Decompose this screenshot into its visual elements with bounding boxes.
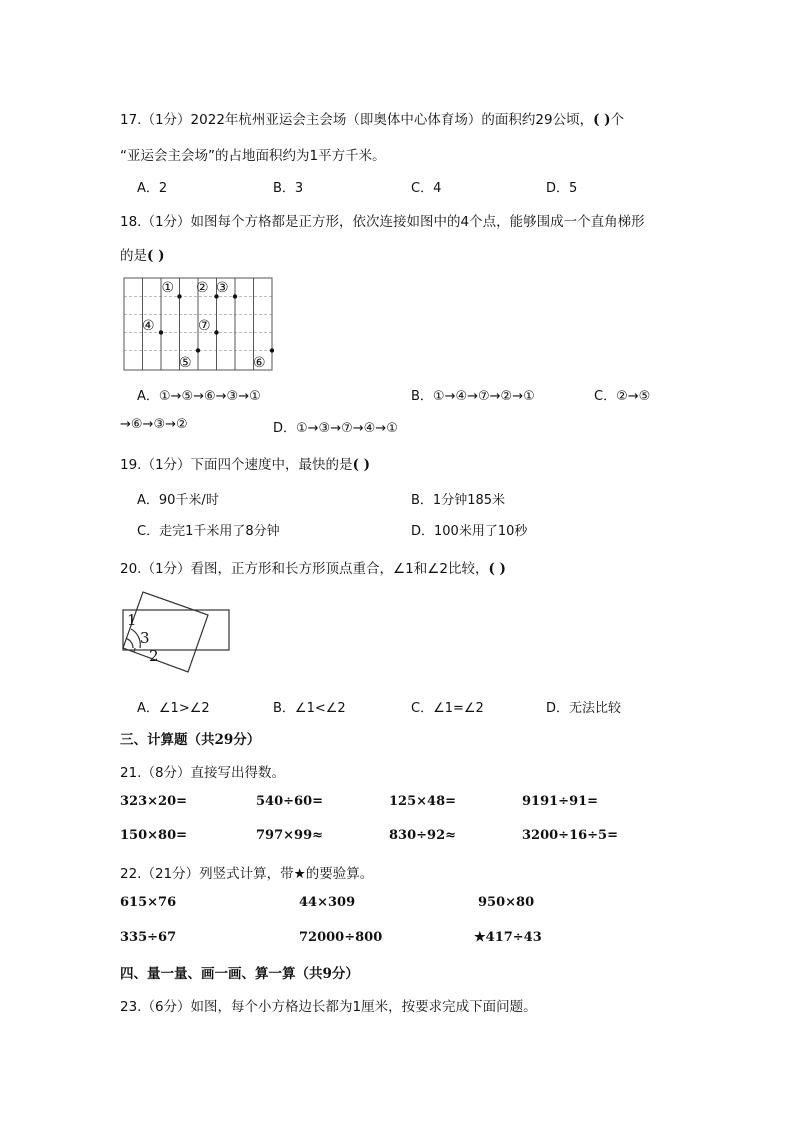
q22-expr-1: 615×76 [120,895,177,910]
q19-option-c: C．走完1千米用了8分钟 [137,524,280,539]
q20-option-d: D．无法比较 [546,701,622,716]
q21-expr-3: 125×48= [389,794,457,809]
q17-option-c: C．4 [411,181,442,196]
q22-line: 22.（21分）列竖式计算，带★的要验算。 [120,866,374,882]
point-label-1: ① [161,280,175,296]
grid-figure [122,276,274,372]
q17-line1 [120,108,624,128]
q20-option-b: B．∠1<∠2 [273,701,346,716]
q18-option-b: B．①→④→⑦→②→① [411,389,535,404]
q18-line1: 18.（1分）如图每个方格都是正方形，依次连接如图中的4个点，能够围成一个直角梯形 [120,214,645,230]
q21-expr-1: 323×20= [120,794,188,809]
q21-expr-4: 9191÷91= [522,794,599,809]
angle-labels [127,611,159,665]
q18-blank: ( ) [147,248,165,264]
q19-text: 19.（1分）下面四个速度中，最快的是 [120,457,353,473]
q19-option-a: A．90千米/时 [137,493,219,508]
q17-blank: ( ) [593,112,611,128]
q23-line: 23.（6分）如图，每个小方格边长都为1厘米，按要求完成下面问题。 [120,999,537,1015]
point-label-4: ④ [142,318,155,334]
angle-arc-1 [126,639,133,648]
q21-expr-2: 540÷60= [256,794,324,809]
q17-option-a: A．2 [137,181,168,196]
point-label-3: ③ [216,280,229,296]
q19-option-b: B．1分钟185米 [411,493,506,508]
angle-label-3: 3 [140,629,150,647]
point-label-2: ② [196,280,209,296]
q17-line2: “亚运会主会场”的占地面积约为1平方千米。 [120,148,386,164]
point-label-7: ⑦ [198,318,211,334]
q18-option-d: D．①→③→⑦→④→① [273,421,398,436]
q22-expr-6: ★417÷43 [474,930,542,945]
q19-option-d: D．100米用了10秒 [411,524,528,539]
q18-option-c-part2: →⑥→③→② [120,417,188,432]
q19-line [120,453,370,473]
angle-label-2: 2 [149,647,159,665]
angle-label-1: 1 [127,611,137,629]
q22-expr-4: 335÷67 [120,930,177,945]
q20-line [120,557,506,577]
q18-line2 [120,244,164,264]
q21-expr-8: 3200÷16÷5= [522,828,618,843]
q17-text: 17.（1分）2022年杭州亚运会主会场（即奥体中心体育场）的面积约29公顷， [120,112,594,128]
q20-option-a: A．∠1>∠2 [137,701,210,716]
q21-expr-7: 830÷92≈ [389,828,457,843]
q21-line: 21.（8分）直接写出得数。 [120,765,286,781]
section-4-title: 四、量一量、画一画、算一算（共9分） [120,966,359,982]
q20-text: 20.（1分）看图，正方形和长方形顶点重合，∠1和∠2比较， [120,561,489,577]
q19-blank: ( ) [352,457,371,473]
q17-option-b: B．3 [273,181,304,196]
q17-tail: 个 [610,112,625,128]
q18-text2: 的是 [120,248,147,264]
q20-option-c: C．∠1=∠2 [411,701,484,716]
point-label-5: ⑤ [179,355,192,371]
angle-figure-shapes [123,592,229,672]
point-label-6: ⑥ [253,355,266,371]
q18-option-a: A．①→⑤→⑥→③→① [137,389,261,404]
q21-expr-6: 797×99≈ [256,828,324,843]
q18-option-c-part1: C．②→⑤ [594,389,651,404]
section-3-title: 三、计算题（共29分） [120,732,261,748]
q22-expr-5: 72000÷800 [299,930,383,945]
q22-expr-2: 44×309 [299,895,356,910]
rectangle-shape [123,610,229,650]
q17-option-d: D．5 [546,181,578,196]
angle-figure [120,590,232,682]
q21-expr-5: 150×80= [120,828,188,843]
q20-blank: ( ) [488,561,506,577]
q22-expr-3: 950×80 [478,895,535,910]
